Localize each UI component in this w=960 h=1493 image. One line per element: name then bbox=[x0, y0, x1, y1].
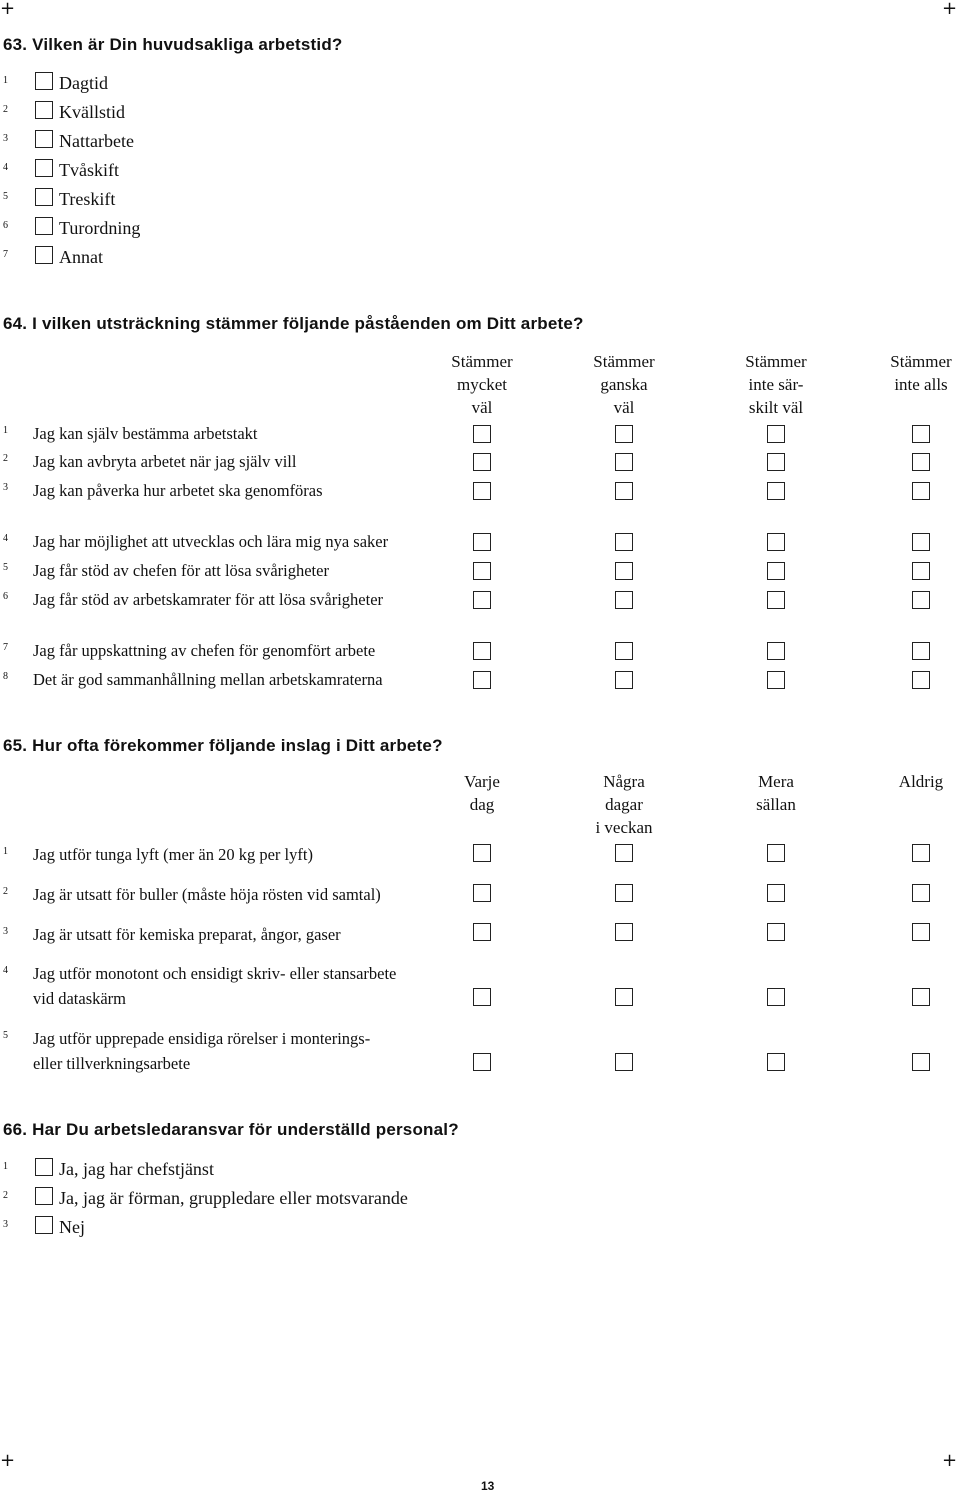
column-header-1: väl bbox=[471, 398, 493, 417]
answer-checkbox-col-4[interactable] bbox=[912, 425, 930, 443]
question-65-title: 65. Hur ofta förekommer följande inslag i Ditt arbete? bbox=[3, 736, 443, 755]
q63-option-label: Tvåskift bbox=[59, 160, 119, 180]
answer-checkbox-col-2[interactable] bbox=[615, 453, 633, 471]
column-header-3: inte sär- bbox=[748, 375, 804, 394]
option-number: 4 bbox=[3, 162, 8, 173]
column-header-1: Stämmer bbox=[451, 352, 513, 371]
registration-mark-bottom-right: + bbox=[942, 1450, 958, 1471]
column-header-3: sällan bbox=[756, 795, 796, 814]
statement-text: Jag är utsatt för kemiska preparat, ångor, gaser bbox=[33, 925, 341, 944]
q66-option-checkbox[interactable] bbox=[35, 1187, 53, 1205]
column-header-2: ganska bbox=[600, 375, 648, 394]
page-number: 13 bbox=[481, 1479, 495, 1493]
row-number: 3 bbox=[3, 926, 8, 937]
column-header-2: Några bbox=[603, 772, 645, 791]
answer-checkbox-col-3[interactable] bbox=[767, 844, 785, 862]
answer-checkbox-col-2[interactable] bbox=[615, 988, 633, 1006]
answer-checkbox-col-4[interactable] bbox=[912, 988, 930, 1006]
answer-checkbox-col-1[interactable] bbox=[473, 988, 491, 1006]
statement-text: vid dataskärm bbox=[33, 989, 127, 1008]
option-number: 6 bbox=[3, 220, 8, 231]
q63-option-checkbox[interactable] bbox=[35, 217, 53, 235]
answer-checkbox-col-3[interactable] bbox=[767, 425, 785, 443]
answer-checkbox-col-4[interactable] bbox=[912, 533, 930, 551]
q63-option-label: Kvällstid bbox=[59, 102, 125, 122]
statement-text: Jag får stöd av arbetskamrater för att lösa svårigheter bbox=[33, 590, 384, 609]
q66-option-label: Ja, jag har chefstjänst bbox=[59, 1159, 214, 1179]
option-number: 2 bbox=[3, 104, 8, 115]
q63-option-checkbox[interactable] bbox=[35, 101, 53, 119]
q63-option-label: Annat bbox=[59, 247, 103, 267]
column-header-3: skilt väl bbox=[748, 398, 804, 417]
row-number: 6 bbox=[3, 591, 8, 602]
column-header-3: Stämmer bbox=[745, 352, 807, 371]
statement-text: Jag är utsatt för buller (måste höja rösten vid samtal) bbox=[33, 885, 381, 904]
column-header-2: dagar bbox=[605, 795, 643, 814]
row-number: 7 bbox=[3, 642, 8, 653]
option-number: 1 bbox=[3, 75, 8, 86]
column-header-2: i veckan bbox=[595, 818, 653, 837]
answer-checkbox-col-3[interactable] bbox=[767, 671, 785, 689]
q63-option-label: Dagtid bbox=[59, 73, 108, 93]
column-header-2: väl bbox=[613, 398, 635, 417]
answer-checkbox-col-3[interactable] bbox=[767, 533, 785, 551]
answer-checkbox-col-1[interactable] bbox=[473, 923, 491, 941]
q63-option-checkbox[interactable] bbox=[35, 72, 53, 90]
column-header-1: mycket bbox=[456, 375, 508, 394]
row-number: 1 bbox=[3, 425, 8, 436]
row-number: 4 bbox=[3, 965, 8, 976]
answer-checkbox-col-3[interactable] bbox=[767, 453, 785, 471]
column-header-4: Aldrig bbox=[898, 772, 944, 791]
column-header-4: Stämmer bbox=[890, 352, 952, 371]
q66-option-checkbox[interactable] bbox=[35, 1216, 53, 1234]
row-number: 4 bbox=[3, 533, 8, 544]
option-number: 3 bbox=[3, 1219, 8, 1230]
q63-option-checkbox[interactable] bbox=[35, 188, 53, 206]
q63-option-checkbox[interactable] bbox=[35, 130, 53, 148]
answer-checkbox-col-2[interactable] bbox=[615, 425, 633, 443]
q63-option-label: Nattarbete bbox=[59, 131, 134, 151]
q63-option-checkbox[interactable] bbox=[35, 159, 53, 177]
answer-checkbox-col-3[interactable] bbox=[767, 923, 785, 941]
column-header-3: Mera bbox=[758, 772, 794, 791]
column-header-1: Varje bbox=[464, 772, 500, 791]
answer-checkbox-col-3[interactable] bbox=[767, 562, 785, 580]
registration-mark-top-right: + bbox=[942, 0, 958, 19]
statement-text: Jag utför tunga lyft (mer än 20 kg per lyft) bbox=[33, 845, 313, 864]
question-66-title: 66. Har Du arbetsledaransvar för underställd personal? bbox=[3, 1120, 459, 1139]
answer-checkbox-col-4[interactable] bbox=[912, 923, 930, 941]
q66-option-checkbox[interactable] bbox=[35, 1158, 53, 1176]
option-number: 5 bbox=[3, 191, 8, 202]
statement-text: Jag kan själv bestämma arbetstakt bbox=[33, 424, 258, 443]
answer-checkbox-col-2[interactable] bbox=[615, 844, 633, 862]
answer-checkbox-col-1[interactable] bbox=[473, 562, 491, 580]
column-header-4: inte alls bbox=[894, 375, 948, 394]
answer-checkbox-col-3[interactable] bbox=[767, 884, 785, 902]
statement-text: eller tillverkningsarbete bbox=[33, 1054, 191, 1073]
row-number: 2 bbox=[3, 886, 8, 897]
answer-checkbox-col-4[interactable] bbox=[912, 671, 930, 689]
row-number: 2 bbox=[3, 453, 8, 464]
row-number: 5 bbox=[3, 1030, 8, 1041]
q66-option-label: Nej bbox=[59, 1217, 85, 1237]
question-64-title: 64. I vilken utsträckning stämmer följande påståenden om Ditt arbete? bbox=[3, 314, 584, 333]
question-63-title: 63. Vilken är Din huvudsakliga arbetstid? bbox=[3, 35, 343, 54]
q63-option-checkbox[interactable] bbox=[35, 246, 53, 264]
statement-text: Jag kan avbryta arbetet när jag själv vill bbox=[33, 452, 297, 471]
option-number: 7 bbox=[3, 249, 8, 260]
answer-checkbox-col-4[interactable] bbox=[912, 482, 930, 500]
answer-checkbox-col-1[interactable] bbox=[473, 884, 491, 902]
row-number: 8 bbox=[3, 671, 8, 682]
answer-checkbox-col-1[interactable] bbox=[473, 482, 491, 500]
answer-checkbox-col-1[interactable] bbox=[473, 533, 491, 551]
statement-text: Jag kan påverka hur arbetet ska genomföras bbox=[33, 481, 323, 500]
answer-checkbox-col-2[interactable] bbox=[615, 591, 633, 609]
answer-checkbox-col-2[interactable] bbox=[615, 671, 633, 689]
answer-checkbox-col-3[interactable] bbox=[767, 482, 785, 500]
column-header-2: Stämmer bbox=[593, 352, 655, 371]
answer-checkbox-col-1[interactable] bbox=[473, 671, 491, 689]
row-number: 5 bbox=[3, 562, 8, 573]
answer-checkbox-col-2[interactable] bbox=[615, 1053, 633, 1071]
answer-checkbox-col-1[interactable] bbox=[473, 425, 491, 443]
row-number: 1 bbox=[3, 846, 8, 857]
answer-checkbox-col-3[interactable] bbox=[767, 988, 785, 1006]
statement-text: Jag har möjlighet att utvecklas och lära mig nya saker bbox=[33, 532, 389, 551]
answer-checkbox-col-1[interactable] bbox=[473, 844, 491, 862]
answer-checkbox-col-2[interactable] bbox=[615, 923, 633, 941]
answer-checkbox-col-2[interactable] bbox=[615, 533, 633, 551]
answer-checkbox-col-1[interactable] bbox=[473, 1053, 491, 1071]
statement-text: Jag får stöd av chefen för att lösa svårigheter bbox=[33, 561, 329, 580]
answer-checkbox-col-2[interactable] bbox=[615, 482, 633, 500]
answer-checkbox-col-4[interactable] bbox=[912, 591, 930, 609]
answer-checkbox-col-2[interactable] bbox=[615, 562, 633, 580]
q63-option-label: Turordning bbox=[59, 218, 141, 238]
answer-checkbox-col-3[interactable] bbox=[767, 642, 785, 660]
statement-text: Jag utför monotont och ensidigt skriv- eller stansarbete bbox=[33, 964, 397, 983]
answer-checkbox-col-4[interactable] bbox=[912, 844, 930, 862]
statement-text: Jag får uppskattning av chefen för genomfört arbete bbox=[33, 641, 376, 660]
answer-checkbox-col-4[interactable] bbox=[912, 453, 930, 471]
option-number: 3 bbox=[3, 133, 8, 144]
option-number: 1 bbox=[3, 1161, 8, 1172]
row-number: 3 bbox=[3, 482, 8, 493]
registration-mark-bottom-left: + bbox=[0, 1450, 16, 1471]
option-number: 2 bbox=[3, 1190, 8, 1201]
statement-text: Jag utför upprepade ensidiga rörelser i monterings- bbox=[33, 1029, 371, 1048]
answer-checkbox-col-1[interactable] bbox=[473, 591, 491, 609]
q66-option-label: Ja, jag är förman, gruppledare eller motsvarande bbox=[59, 1188, 408, 1208]
q63-option-label: Treskift bbox=[59, 189, 116, 209]
answer-checkbox-col-4[interactable] bbox=[912, 884, 930, 902]
answer-checkbox-col-1[interactable] bbox=[473, 642, 491, 660]
answer-checkbox-col-4[interactable] bbox=[912, 642, 930, 660]
answer-checkbox-col-2[interactable] bbox=[615, 884, 633, 902]
answer-checkbox-col-4[interactable] bbox=[912, 562, 930, 580]
statement-text: Det är god sammanhållning mellan arbetskamraterna bbox=[33, 670, 383, 689]
answer-checkbox-col-2[interactable] bbox=[615, 642, 633, 660]
answer-checkbox-col-4[interactable] bbox=[912, 1053, 930, 1071]
column-header-1: dag bbox=[469, 795, 495, 814]
answer-checkbox-col-1[interactable] bbox=[473, 453, 491, 471]
registration-mark-top-left: + bbox=[0, 0, 16, 19]
answer-checkbox-col-3[interactable] bbox=[767, 591, 785, 609]
answer-checkbox-col-3[interactable] bbox=[767, 1053, 785, 1071]
